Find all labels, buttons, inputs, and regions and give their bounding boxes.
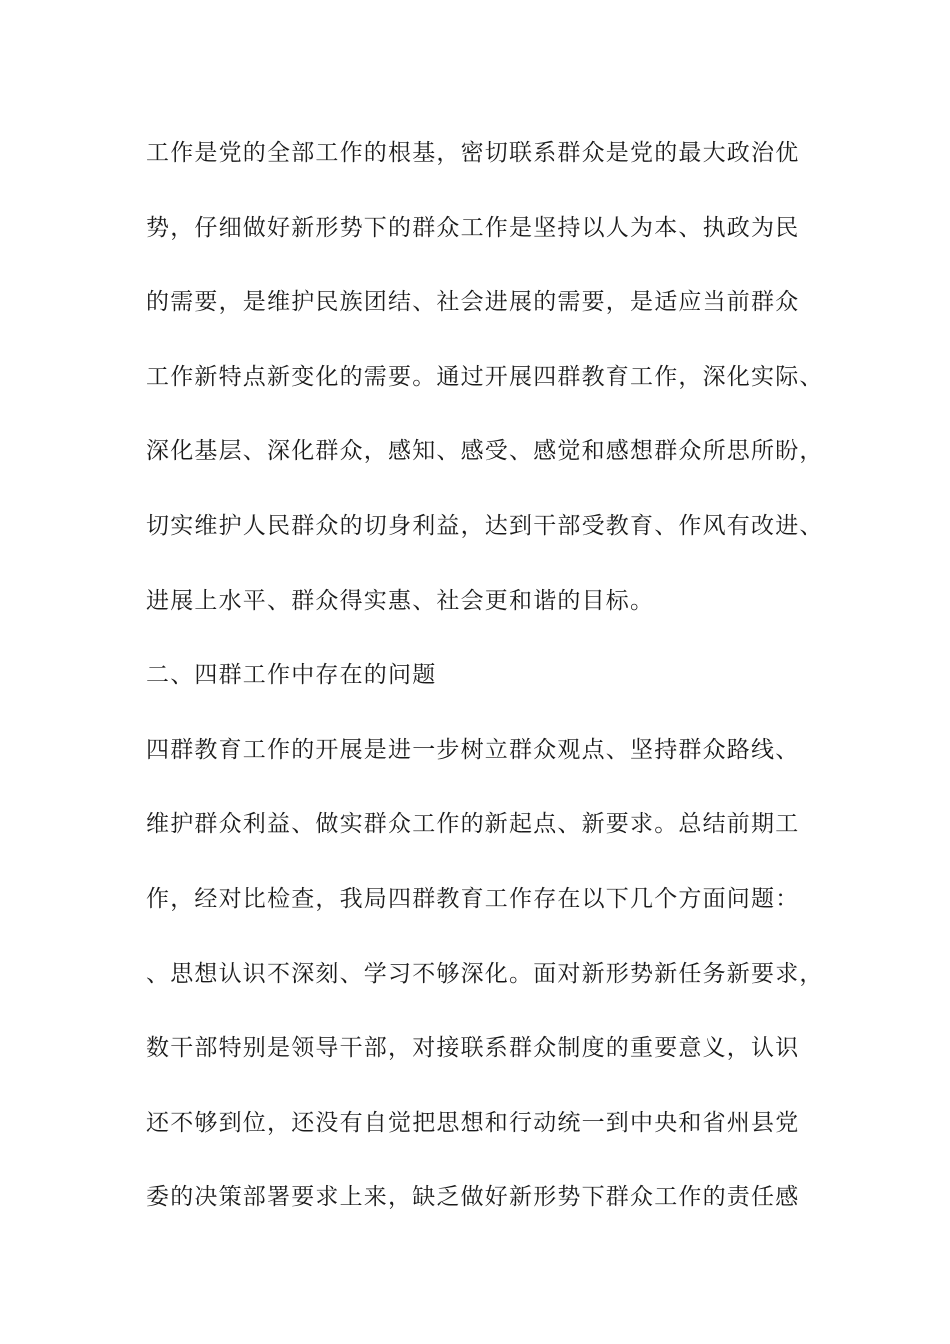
paragraph-line: 作，经对比检查，我局四群教育工作存在以下几个方面问题： (146, 885, 800, 912)
paragraph-line: 还不够到位，还没有自觉把思想和行动统一到中央和省州县党 (146, 1109, 800, 1136)
document-body (146, 131, 836, 1250)
paragraph-line: 数干部特别是领导干部，对接联系群众制度的重要意义，认识 (146, 1035, 800, 1062)
paragraph-line: 的需要，是维护民族团结、社会进展的需要，是适应当前群众 (146, 289, 800, 316)
paragraph-line: 委的决策部署要求上来，缺乏做好新形势下群众工作的责任感 (146, 1184, 800, 1211)
paragraph-line: 四群教育工作的开展是进一步树立群众观点、坚持群众路线、 (146, 736, 800, 763)
paragraph-line: 工作新特点新变化的需要。通过开展四群教育工作，深化实际、 (146, 363, 824, 390)
paragraph-line: 工作是党的全部工作的根基，密切联系群众是党的最大政治优 (146, 140, 800, 166)
paragraph-line: 、思想认识不深刻、学习不够深化。面对新形势新任务新要求， (146, 960, 824, 987)
paragraph-line: 进展上水平、群众得实惠、社会更和谐的目标。 (146, 587, 655, 614)
paragraph-line: 维护群众利益、做实群众工作的新起点、新要求。总结前期工 (146, 811, 800, 838)
paragraph-line: 深化基层、深化群众，感知、感受、感觉和感想群众所思所盼， (146, 438, 824, 465)
section-heading: 二、四群工作中存在的问题 (146, 662, 437, 689)
paragraph-line: 切实维护人民群众的切身利益，达到干部受教育、作风有改进、 (146, 512, 824, 539)
paragraph-line: 势，仔细做好新形势下的群众工作是坚持以人为本、执政为民 (146, 214, 800, 241)
